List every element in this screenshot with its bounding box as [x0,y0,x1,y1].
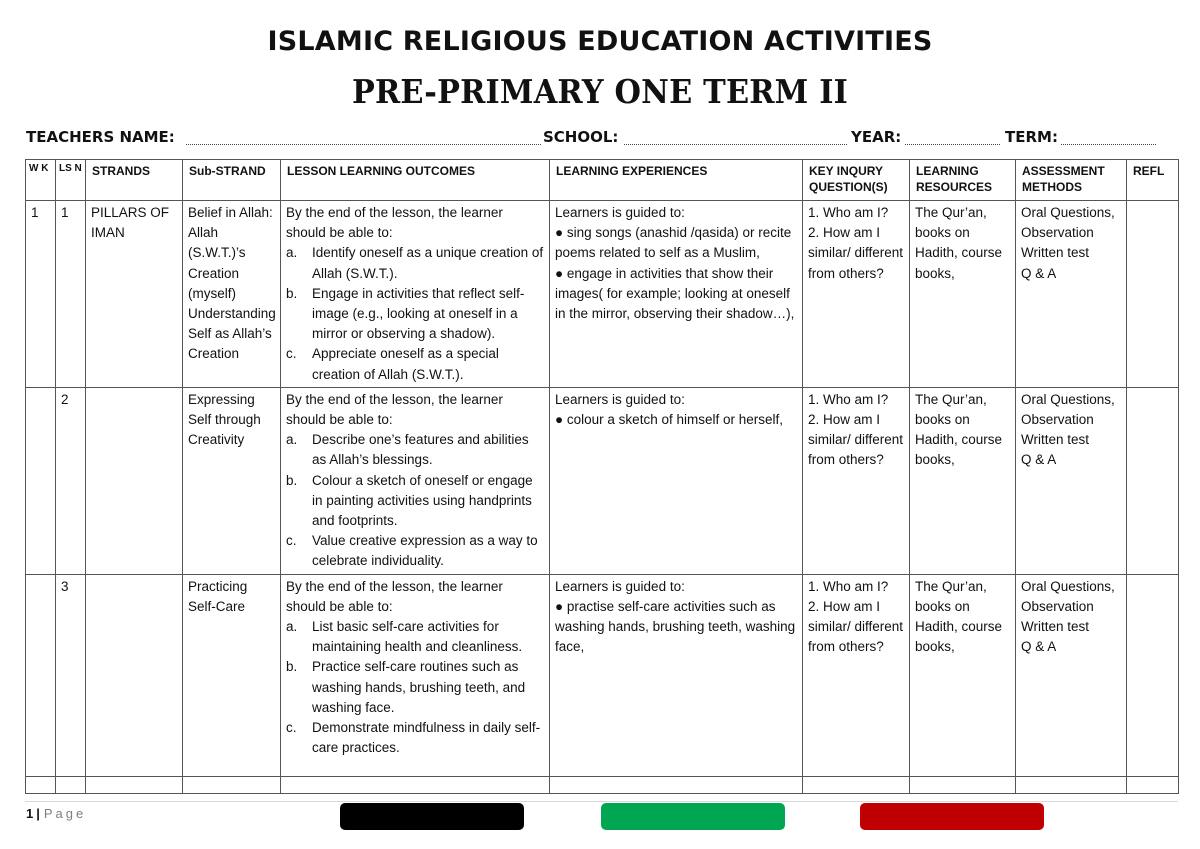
cell-wk [26,574,56,776]
assessment-item: Observation [1021,598,1094,614]
assessment-item: Observation [1021,412,1094,428]
experience-item: ● sing songs (anashid /qasida) or recite poems related to self as a Muslim, [555,225,792,261]
outcome-text: Demonstrate mindfulness in daily self-care practices. [312,720,541,756]
cell-lsn: 1 [56,201,86,388]
cell-wk: 1 [26,201,56,388]
cell-lsn: 3 [56,574,86,776]
page-number-value: 1 [26,806,34,821]
outcome-text: Appreciate oneself as a special creation of Allah (S.W.T.). [312,346,499,382]
outcome-letter: b. [286,285,298,301]
school-label: SCHOOL: [543,128,619,146]
empty-table-row [26,776,1179,793]
outcome-text: Colour a sketch of oneself or engage in painting activities using handprints and footprints. [312,472,533,529]
cell-resources: The Qur’an, books on Hadith, course books, [910,387,1016,574]
outcome-letter: b. [286,472,298,488]
cell-outcomes [281,201,550,388]
cell-outcomes [281,574,550,776]
outcome-intro: By the end of the lesson, the learner should be able to: [286,391,503,428]
header-outcomes: LESSON LEARNING OUTCOMES [281,160,550,201]
cell-lsn: 2 [56,387,86,574]
teacher-name-line [186,144,541,145]
scheme-of-work-table [25,159,1179,794]
outcome-text: List basic self-care activities for maintaining health and cleanliness. [312,619,523,655]
header-resources: LEARNING RESOURCES [910,160,1016,201]
empty-cell [86,776,183,793]
cell-inquiry [803,574,910,776]
header-lsn: LS N [56,160,86,201]
outcome-item [286,430,544,470]
empty-cell [550,776,803,793]
teacher-name-label: TEACHERS NAME: [26,128,175,146]
cell-experiences [550,387,803,574]
outcome-item [286,243,544,283]
assessment-item: Oral Questions, [1021,578,1115,594]
experience-item: ● colour a sketch of himself or herself, [555,412,783,428]
flag-bar-red [860,803,1044,830]
cell-assessment [1016,201,1127,388]
assessment-item: Q & A [1021,639,1057,655]
page-separator: | [36,806,40,821]
outcome-letter: a. [286,245,298,261]
outcome-intro: By the end of the lesson, the learner should be able to: [286,205,503,241]
header-inquiry: KEY INQURY QUESTION(S) [803,160,910,201]
outcome-letter: b. [286,659,298,675]
cell-assessment [1016,574,1127,776]
empty-cell [26,776,56,793]
outcome-item [286,531,544,571]
outcome-text: Value creative expression as a way to celebrate individuality. [312,533,538,569]
empty-cell [803,776,910,793]
term-line [1061,144,1156,145]
empty-cell [281,776,550,793]
header-strands: STRANDS [86,160,183,201]
outcome-letter: c. [286,720,297,736]
assessment-item: Observation [1021,225,1094,241]
assessment-item: Q & A [1021,452,1057,468]
inquiry-item: 2. How am I similar/ different from others? [808,412,904,468]
cell-resources: The Qur’an, books on Hadith, course books, [910,201,1016,388]
cell-experiences [550,201,803,388]
outcome-letter: a. [286,619,298,635]
inquiry-item: 1. Who am I? [808,391,889,407]
outcome-item [286,617,544,657]
assessment-item: Written test [1021,619,1090,635]
year-label: YEAR: [851,128,902,146]
experience-intro: Learners is guided to: [555,205,685,220]
header-wk: W K [26,160,56,201]
cell-experiences [550,574,803,776]
page-label: Page [43,806,87,821]
cell-refl [1127,387,1179,574]
header-assessment: ASSESSMENT METHODS [1016,160,1127,201]
assessment-item: Written test [1021,432,1090,448]
empty-cell [910,776,1016,793]
experience-intro: Learners is guided to: [555,578,685,594]
cell-refl [1127,574,1179,776]
cell-inquiry [803,201,910,388]
flag-bar-green [601,803,785,830]
term-label: TERM: [1005,128,1058,146]
inquiry-item: 2. How am I similar/ different from others? [808,225,904,281]
table-row [26,387,1179,574]
document-title: ISLAMIC RELIGIOUS EDUCATION ACTIVITIES [267,26,933,57]
outcome-item [286,718,544,758]
header-refl: REFL [1127,160,1179,201]
assessment-item: Oral Questions, [1021,391,1115,407]
outcome-letter: c. [286,533,297,549]
inquiry-item: 1. Who am I? [808,205,889,220]
assessment-item: Written test [1021,245,1090,261]
header-experiences: LEARNING EXPERIENCES [550,160,803,201]
cell-outcomes [281,387,550,574]
cell-substrand: Practicing Self-Care [183,574,281,776]
empty-cell [1127,776,1179,793]
outcome-item [286,471,544,532]
table-header-row [26,160,1179,201]
experience-intro: Learners is guided to: [555,391,685,407]
outcome-item [286,657,544,718]
header-substrand: Sub-STRAND [183,160,281,201]
footer-divider [25,801,1178,802]
outcome-text: Engage in activities that reflect self-image (e.g., looking at oneself in a mirror or observing a shadow). [312,285,525,342]
empty-cell [1016,776,1127,793]
empty-cell [183,776,281,793]
cell-strand [86,387,183,574]
school-line [624,144,847,145]
cell-refl [1127,201,1179,388]
table-row [26,574,1179,776]
cell-assessment [1016,387,1127,574]
assessment-item: Oral Questions, [1021,205,1115,220]
info-bar [26,128,1156,148]
document-subtitle: PRE-PRIMARY ONE TERM II [351,72,849,111]
outcome-text: Identify oneself as a unique creation of Allah (S.W.T.). [312,245,544,281]
cell-inquiry [803,387,910,574]
experience-item: ● practise self-care activities such as washing hands, brushing teeth, washing face, [555,598,796,655]
inquiry-item: 2. How am I similar/ different from others? [808,598,904,655]
outcome-letter: c. [286,346,297,362]
cell-strand: PILLARS OF IMAN [86,201,183,388]
inquiry-item: 1. Who am I? [808,578,889,594]
cell-substrand: Expressing Self through Creativity [183,387,281,574]
flag-bar-black [340,803,524,830]
cell-resources: The Qur’an, books on Hadith, course books, [910,574,1016,776]
assessment-item: Q & A [1021,265,1057,281]
outcome-letter: a. [286,432,298,448]
outcome-item [286,284,544,345]
cell-wk [26,387,56,574]
cell-substrand: Belief in Allah: Allah (S.W.T.)’s Creation (myself) Understanding Self as Allah’s Creation [183,201,281,388]
experience-item: ● engage in activities that show their images( for example; looking at oneself in the mirror, observing their shadow…), [555,265,795,322]
outcome-item [286,344,544,384]
outcome-text: Describe one’s features and abilities as Allah’s blessings. [312,432,529,468]
table-row [26,201,1179,388]
outcome-intro: By the end of the lesson, the learner should be able to: [286,578,503,614]
year-line [905,144,1000,145]
outcome-text: Practice self-care routines such as washing hands, brushing teeth, and washing face. [312,659,526,715]
cell-strand [86,574,183,776]
empty-cell [56,776,86,793]
page-number [26,806,86,821]
